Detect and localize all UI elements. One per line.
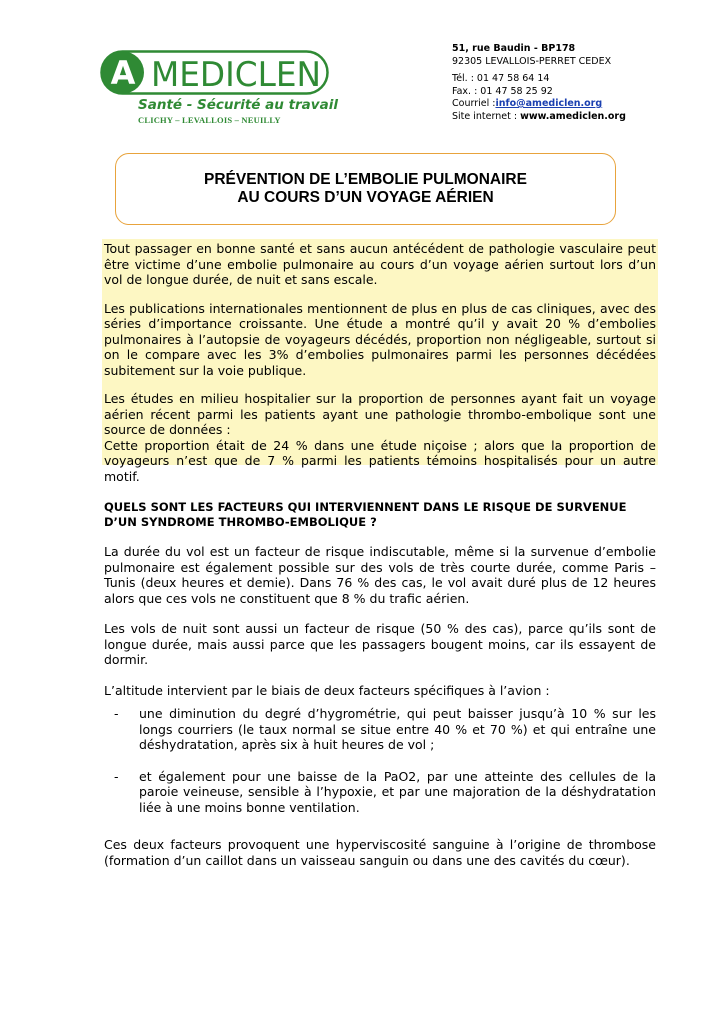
title-line-2: AU COURS D’UN VOYAGE AÉRIEN xyxy=(237,189,494,206)
logo-badge-letter: A xyxy=(110,54,136,92)
intro-text xyxy=(104,241,656,484)
section-paragraph-3: L’altitude intervient par le biais de deux facteurs spécifiques à l’avion : xyxy=(104,682,550,698)
email-row xyxy=(452,98,712,111)
address-line-2: 92305 LEVALLOIS-PERRET CEDEX xyxy=(452,55,612,67)
logo-name: MEDICLEN xyxy=(151,55,321,95)
site-locations: CLICHY – LEVALLOIS – NEUILLY xyxy=(138,115,281,125)
contact-block xyxy=(452,43,712,123)
list-item xyxy=(104,706,656,753)
email-link[interactable]: info@amediclen.org xyxy=(495,98,603,109)
document-title-box xyxy=(115,153,616,225)
address-line-1: 51, rue Baudin - BP178 xyxy=(452,43,576,54)
altitude-factors-list xyxy=(104,706,656,815)
email-label: Courriel : xyxy=(452,98,496,109)
intro-paragraph-1: Tout passager en bonne santé et sans aucun antécédent de pathologie vasculaire peut être victime d’une embolie pulmonaire au cours d’un voyage aérien surtout lors d’un vol de longue durée, de nuit et sans escale. xyxy=(104,241,656,287)
website-link[interactable]: www.amediclen.org xyxy=(520,110,626,122)
list-item xyxy=(104,769,656,816)
list-item-text: une diminution du degré d’hygrométrie, qui peut baisser jusqu’à 10 % sur les longs courriers (le taux normal se situe entre 40 % et 70 %) et qui entraîne une déshydratation, après six à huit heures de vol ; xyxy=(139,706,656,752)
intro-paragraph-3a: Les études en milieu hospitalier sur la proportion de personnes ayant fait un voyage aérien récent parmi les patients ayant une pathologie thrombo-embolique sont une source de données : xyxy=(104,391,656,437)
website-label: Site internet : xyxy=(452,110,521,122)
section-paragraph-4: Ces deux facteurs provoquent une hyperviscosité sanguine à l’origine de thrombose (formation d’un caillot dans un vaisseau sanguin ou dans une des cavités du cœur). xyxy=(104,837,656,868)
intro-paragraph-2: Les publications internationales mentionnent de plus en plus de cas cliniques, avec des séries d’importance croissante. Une étude a montré qu’il y avait 20 % d’embolies pulmonaires à l’autopsie de voyageurs décédés, proportion non négligeable, surtout si on le compare avec les 3% d’embolies pulmonaires parmi les personnes décédées subitement sur la voie publique. xyxy=(104,300,656,378)
bullet-dash: - xyxy=(114,768,119,784)
fax: Fax. : 01 47 58 25 92 xyxy=(452,85,553,97)
phone: Tél. : 01 47 58 64 14 xyxy=(452,73,550,84)
title-line-1: PRÉVENTION DE L’EMBOLIE PULMONAIRE xyxy=(204,171,527,188)
bullet-dash: - xyxy=(114,706,119,721)
intro-paragraph-3b: Cette proportion était de 24 % dans une étude niçoise ; alors que la proportion de voyageurs n’est que de 7 % parmi les patients témoins hospitalisés pour un autre motif. xyxy=(104,437,656,484)
section-body xyxy=(104,544,656,883)
section-heading: QUELS SONT LES FACTEURS QUI INTERVIENNENT DANS LE RISQUE DE SURVENUE D’UN SYNDROME THROMBO-EMBOLIQUE ? xyxy=(104,500,627,529)
tagline: Santé - Sécurité au travail xyxy=(138,97,338,113)
section-paragraph-1: La durée du vol est un facteur de risque indiscutable, même si la survenue d’embolie pulmonaire est également possible sur des vols de très courte durée, comme Paris – Tunis (deux heures et demie). Dans 76 % des cas, le vol avait duré plus de 12 heures alors que ces vols ne constituent que 8 % du trafic aérien. xyxy=(104,544,656,606)
website-row xyxy=(452,111,712,124)
section-paragraph-2: Les vols de nuit sont aussi un facteur de risque (50 % des cas), parce qu’ils sont de longue durée, mais aussi parce que les passagers bougent moins, car ils essayent de dormir. xyxy=(104,621,656,667)
list-item-text: et également pour une baisse de la PaO2, par une atteinte des cellules de la paroie veineuse, sensible à l’hypoxie, et par une majoration de la déshydratation liée à une moins bonne ventilation. xyxy=(139,768,656,815)
intro-paragraph-3 xyxy=(104,391,656,484)
